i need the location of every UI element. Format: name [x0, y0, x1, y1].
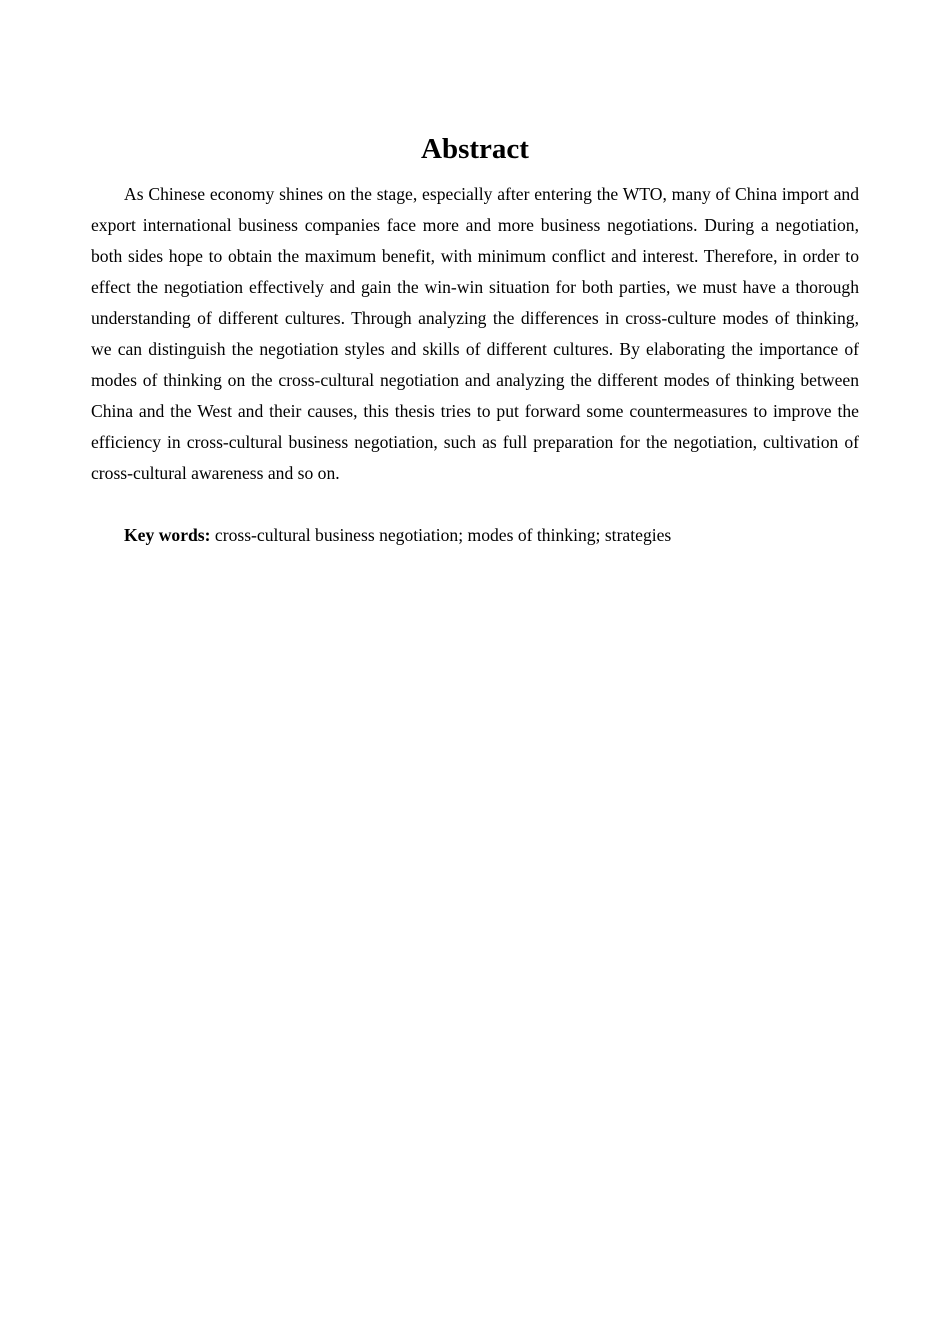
abstract-title: Abstract — [421, 133, 529, 165]
keywords-text: cross-cultural business negotiation; modes of thinking; strategies — [210, 525, 672, 545]
keywords-label: Key words: — [124, 525, 211, 545]
abstract-body: As Chinese economy shines on the stage, especially after entering the WTO, many of China import and export international business companies face more and more business negotiations. During a negotiation, both sides hope to obtain the maximum benefit, with minimum conflict and interest. Therefore, in order to effect the negotiation effectively and gain the win-win situation for both parties, we must have a thorough understanding of different cultures. Through analyzing the differences in cross-culture modes of thinking, we can distinguish the negotiation styles and skills of different cultures. By elaborating the importance of modes of thinking on the cross-cultural negotiation and analyzing the different modes of thinking between China and the West and their causes, this thesis tries to put forward some countermeasures to improve the efficiency in cross-cultural business negotiation, such as full preparation for the negotiation, cultivation of cross-cultural awareness and so on. — [91, 184, 859, 483]
keywords-line — [91, 520, 859, 551]
